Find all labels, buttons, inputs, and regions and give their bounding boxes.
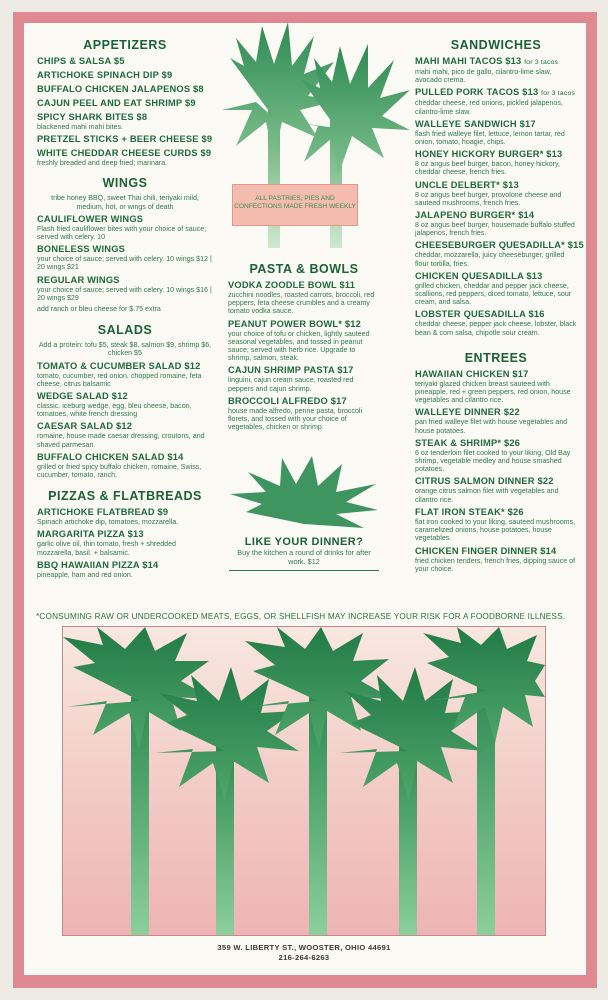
menu-item — [228, 280, 380, 316]
right-column — [415, 38, 584, 576]
item-desc: grilled or fried spicy buffalo chicken, romaine, Swiss, cucumber, tomato, ranch. — [37, 462, 202, 480]
menu-item — [37, 391, 213, 418]
sandwiches-title: SANDWICHES — [450, 38, 542, 52]
item-desc: pan fried walleye filet with house vegetables and house potatoes. — [415, 418, 568, 435]
restaurant-phone: 216-264-6263 — [278, 953, 330, 962]
palm-trees-illustration-bottom — [62, 626, 546, 936]
menu-item — [37, 452, 213, 479]
dinner-tip-divider — [229, 570, 379, 571]
dinner-tip-box — [228, 536, 380, 571]
item-desc: 8 oz angus beef burger, housemade buffalo stuffed jalapenos, french fries. — [415, 221, 575, 238]
menu-item — [37, 275, 213, 302]
menu-item — [415, 369, 577, 405]
dinner-tip-desc: Buy the kitchen a round of drinks for after work. $12 — [237, 548, 371, 566]
item-desc: pineapple, ham and red onion. — [37, 570, 133, 579]
pizzas-title: PIZZAS & FLATBREADS — [48, 489, 202, 504]
foodborne-illness-disclaimer: *CONSUMING RAW OR UNDERCOOKED MEATS, EGGS, OR SHELLFISH MAY INCREASE YOUR RISK FOR A FOODBORNE ILLNESS. — [36, 612, 566, 621]
menu-item — [415, 476, 577, 503]
item-desc: tomato, cucumber, red onion, chopped romaine, feta cheese, citrus balsamic — [37, 371, 202, 388]
item-name: ARTICHOKE SPINACH DIP $9 — [37, 70, 173, 80]
menu-item — [37, 560, 213, 579]
item-name: HAWAIIAN CHICKEN $17 — [415, 368, 529, 379]
menu-item — [415, 546, 577, 573]
item-desc: grilled chicken, cheddar and pepper jack cheese, scallions, red peppers, diced tomato, lettuce, sour cream, and salsa. — [415, 281, 572, 307]
item-desc: cheddar, mozzarella, juicy cheeseburger, grilled flour tortilla, fries. — [415, 251, 565, 268]
menu-item — [37, 244, 213, 271]
item-name: LOBSTER QUESADILLA $16 — [415, 309, 545, 320]
menu-item — [37, 84, 213, 95]
menu-item — [415, 119, 577, 146]
item-desc: 8 oz angus beef burger, provolone cheese and sauteed mushrooms, french fries. — [415, 190, 562, 207]
item-name: STEAK & SHRIMP* $26 — [415, 437, 521, 448]
item-name: BBQ HAWAIIAN PIZZA $14 — [37, 559, 159, 570]
item-name: PULLED PORK TACOS $13 for 3 tacos — [415, 87, 576, 98]
menu-item — [415, 438, 577, 474]
wings-intro: tribe honey BBQ, sweet Thai chili, teriyaki mild, medium, hot, or wings of death — [51, 194, 199, 211]
item-desc: romaine, house made caesar dressing, croutons, and shaved parmesan. — [37, 432, 205, 449]
item-name: CAJUN PEEL AND EAT SHRIMP $9 — [37, 98, 196, 108]
item-desc: linguini, cajun cream sauce, roasted red peppers and cajun shrimp. — [228, 376, 354, 393]
appetizers-list — [37, 56, 213, 167]
center-column — [228, 262, 380, 434]
item-name: PRETZEL STICKS + BEER CHEESE $9 — [37, 134, 213, 145]
item-desc: blackened mahi mahi bites. — [37, 123, 123, 131]
item-desc: cheddar cheese, pepper jack cheese, lobster, black bean & corn salsa, chipotle sour cream. — [415, 320, 577, 337]
menu-item — [228, 319, 380, 363]
menu-item — [37, 529, 213, 556]
pastry-note-text: ALL PASTRIES, PIES AND CONFECTIONS MADE FRESH WEEKLY — [234, 195, 356, 210]
menu-item — [415, 210, 577, 237]
item-name: BONELESS WINGS — [37, 244, 126, 255]
item-name: CAESAR SALAD $12 — [37, 421, 133, 432]
item-name: VODKA ZOODLE BOWL $11 — [228, 280, 356, 290]
salads-title: SALADS — [97, 323, 153, 338]
menu-item — [415, 240, 584, 268]
item-name: BUFFALO CHICKEN SALAD $14 — [37, 451, 184, 462]
item-name: CITRUS SALMON DINNER $22 — [415, 476, 554, 487]
menu-item — [37, 421, 213, 448]
menu-item — [415, 271, 577, 307]
menu-item — [228, 365, 380, 392]
item-name: FLAT IRON STEAK* $26 — [415, 506, 524, 517]
item-desc: Flash fried cauliflower bites with your choice of sauce; served with celery. 10 — [37, 224, 207, 242]
item-name: ARTICHOKE FLATBREAD $9 — [37, 507, 169, 518]
item-name: CHICKEN QUESADILLA $13 — [415, 270, 543, 281]
palm-trees-graphic — [63, 627, 545, 935]
pastry-note-box — [232, 184, 358, 226]
menu-item — [37, 148, 213, 167]
wings-title: WINGS — [102, 176, 148, 191]
menu-item — [415, 149, 577, 176]
item-name: CAJUN SHRIMP PASTA $17 — [228, 365, 354, 376]
palm-frond-illustration — [226, 454, 382, 530]
item-name: BUFFALO CHICKEN JALAPENOS $8 — [37, 84, 204, 94]
item-name: TOMATO & CUCUMBER SALAD $12 — [37, 360, 201, 371]
menu-item — [37, 98, 213, 109]
item-name: UNCLE DELBERT* $13 — [415, 179, 519, 190]
restaurant-address: 359 W. LIBERTY ST., WOOSTER, OHIO 44691 — [217, 943, 391, 952]
item-desc: freshly breaded and deep fried; marinara. — [37, 159, 168, 168]
item-name: MAHI MAHI TACOS $13 for 3 tacos — [415, 56, 559, 66]
menu-item — [37, 507, 213, 526]
menu-item — [37, 70, 213, 81]
item-name: SPICY SHARK BITES $8 — [37, 112, 148, 122]
salads-intro: Add a protein: tofu $5, steak $8, salmon $9, shrimp $6, chicken $5 — [38, 341, 212, 358]
pasta-title: PASTA & BOWLS — [249, 262, 359, 276]
menu-item — [37, 134, 213, 145]
item-desc: cheddar cheese, red onions, pickled jalapenos, cilantro-lime slaw. — [415, 99, 563, 116]
item-name: JALAPENO BURGER* $14 — [415, 210, 535, 221]
item-desc: mahi mahi, pico de gallo, cilantro-lime slaw, avocado crema. — [415, 68, 552, 85]
item-desc: zucchini noodles, roasted carrots, broccoli, red peppers, feta cheese crumbles and a creamy tomato vodka sauce. — [228, 291, 375, 316]
menu-item — [37, 361, 213, 388]
item-name: CHICKEN FINGER DINNER $14 — [415, 545, 557, 556]
item-desc: Spinach artichoke dip, tomatoes, mozzarella. — [37, 518, 179, 527]
menu-item — [415, 407, 577, 434]
appetizers-title: APPETIZERS — [83, 38, 167, 52]
menu-item — [415, 56, 577, 84]
menu-item — [37, 112, 213, 131]
item-desc: house made alfredo, penne pasta, broccoli florets, and tossed with your choice of vegetables, chicken or shrimp. — [228, 406, 363, 432]
menu-item — [415, 87, 577, 115]
item-name: WALLEYE DINNER $22 — [415, 407, 520, 418]
item-desc: garlic olive oil, thin tomato, fresh + shredded mozzarella, basil. + balsamic. — [37, 540, 176, 557]
item-desc: your choice of sauce; served with celery. 10 wings $16 | 20 wings $29 — [37, 285, 212, 302]
item-desc: your choice of tofu or chicken, lightly sauteed seasonal vegetables, and tossed in peanut sauce; served with herb rice. Upgrade to shrimp, salmon, steak. — [228, 329, 370, 363]
left-column — [37, 38, 213, 582]
item-name: REGULAR WINGS — [37, 274, 120, 285]
menu-item — [228, 396, 380, 432]
item-name: CHIPS & SALSA $5 — [37, 56, 125, 66]
item-desc: teriyaki glazed chicken breast sauteed with pineapple, red + green peppers, red onion, house vegetables and cilantro rice. — [415, 379, 571, 405]
item-name: WHITE CHEDDAR CHEESE CURDS $9 — [37, 148, 212, 159]
item-desc: fried chicken tenders, french fries, dipping sauce of your choice. — [415, 556, 576, 573]
item-desc: flat iron cooked to your liking, sauteed mushrooms, caramelized onions, house potatoes, house vegetables. — [415, 517, 576, 543]
item-name: WEDGE SALAD $12 — [37, 391, 128, 402]
item-name: CHEESEBURGER QUESADILLA* $15 — [415, 240, 584, 251]
menu-item — [415, 507, 577, 543]
item-name: WALLEYE SANDWICH $17 — [415, 118, 536, 129]
item-name: BROCCOLI ALFREDO $17 — [228, 395, 347, 406]
item-desc: orange citrus salmon filet with vegetables and cilantro rice. — [415, 487, 559, 504]
menu-item — [415, 180, 577, 207]
item-name: MARGARITA PIZZA $13 — [37, 529, 144, 540]
item-name: HONEY HICKORY BURGER* $13 — [415, 149, 563, 160]
item-desc: classic. iceburg wedge, egg, bleu cheese, bacon, tomatoes, white french dressing — [37, 402, 192, 419]
item-desc: 8 oz angus beef burger, bacon, honey hickory, cheddar cheese, french fries. — [415, 160, 560, 177]
item-desc: 6 oz tenderloin filet cooked to your liking, Old Bay shrimp, vegetable medley and house smashed potatoes. — [415, 448, 571, 474]
menu-item — [37, 214, 213, 241]
menu-item — [37, 56, 213, 67]
item-desc: flash fried walleye filet, lettuce, lemon tartar, red onion, tomato, hoagie, chips. — [415, 129, 565, 147]
item-desc: your choice of sauce; served with celery. 10 wings $12 | 20 wings $21 — [37, 255, 212, 272]
wings-note: add ranch or bleu cheese for $.75 extra — [37, 305, 161, 314]
menu-item — [415, 309, 577, 336]
dinner-tip-title: LIKE YOUR DINNER? — [244, 536, 364, 548]
item-name: PEANUT POWER BOWL* $12 — [228, 318, 362, 329]
item-name: CAULIFLOWER WINGS — [37, 213, 144, 224]
entrees-title: ENTREES — [464, 350, 528, 365]
